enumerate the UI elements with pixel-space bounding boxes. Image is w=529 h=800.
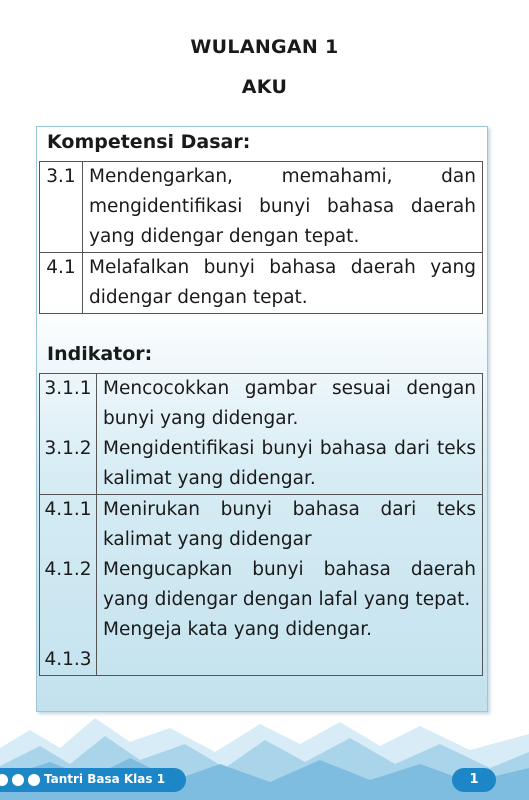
table-row <box>40 162 483 253</box>
dot-icon <box>28 774 40 786</box>
page-number: 1 <box>452 768 496 792</box>
kd-text: Melafalkan bunyi bahasa daerah yang didengar dengan tepat. <box>83 253 483 314</box>
competency-box <box>36 126 488 712</box>
chapter-subtitle: AKU <box>241 76 288 98</box>
indicator-text: Mengeja kata yang didengar. <box>103 619 372 640</box>
indicator-text: Mengidentifikasi bunyi bahasa dari teks kalimat yang didengar. <box>103 438 476 489</box>
indicator-text: Mengucapkan bunyi bahasa daerah yang didengar dengan lafal yang tepat. <box>103 559 476 610</box>
book-title: Tantri Basa Klas 1 <box>44 772 166 786</box>
table-row <box>40 495 483 676</box>
indicator-number: 4.1.1 <box>44 499 92 520</box>
kompetensi-table <box>39 161 483 314</box>
chapter-title: WULANGAN 1 <box>190 36 339 58</box>
dot-icon <box>12 774 24 786</box>
indikator-table <box>39 373 483 676</box>
table-row <box>40 253 483 314</box>
table-row <box>40 374 483 495</box>
indicator-text: Menirukan bunyi bahasa dari teks kalimat yang didengar <box>103 499 476 550</box>
indicator-number: 3.1.2 <box>44 438 92 459</box>
indicator-text: Mencocokkan gambar sesuai dengan bunyi yang didengar. <box>103 378 476 429</box>
indicator-number: 3.1.1 <box>44 378 92 399</box>
dot-icon <box>0 774 8 786</box>
indikator-heading: Indikator: <box>47 343 153 365</box>
indicator-number: 4.1.2 <box>44 559 92 580</box>
kd-number: 4.1 <box>40 253 83 314</box>
kd-number: 3.1 <box>40 162 83 253</box>
kompetensi-heading: Kompetensi Dasar: <box>47 131 251 153</box>
kd-text: Mendengarkan, memahami, dan mengidentifikasi bunyi bahasa daerah yang didengar dengan tepat. <box>83 162 483 253</box>
footer-bar <box>0 768 186 792</box>
indicator-number: 4.1.3 <box>44 649 92 670</box>
